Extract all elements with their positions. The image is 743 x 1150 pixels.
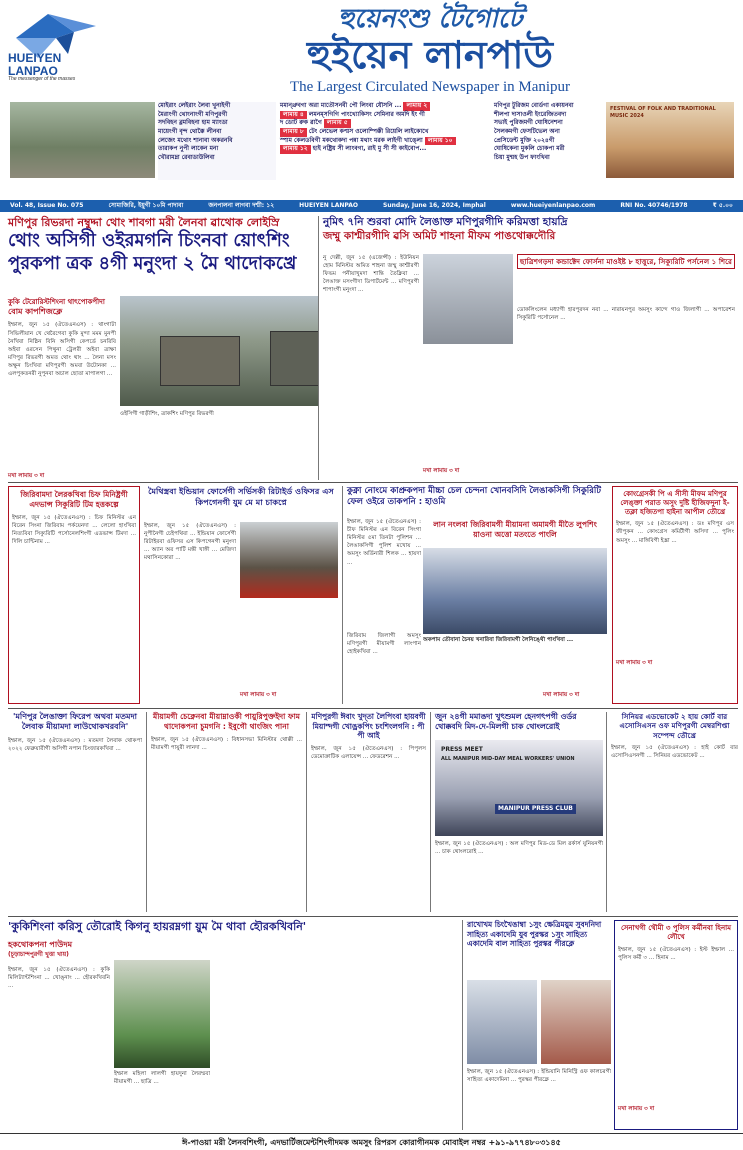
congress-story	[612, 486, 738, 704]
kuki-portrait-photo	[114, 960, 210, 1068]
award-photo-1	[467, 980, 537, 1064]
award-body: ইম্ফাল, জুন ১৫ (ঐতেএনএস) : ইন্ডিয়ানি মিনিস্ট্রি ওফ কালচরগী সাহিত্য একাদেমিনা ... পুরস্কর পীরক্লে ...	[467, 1069, 611, 1084]
paper-name: HUEIYEN LANPAO	[299, 202, 358, 210]
congress-headline: কোংগ্রেসকী পি এ সীসী মীফম মণিপুর লেঙ্ক্তা পরাত অসুং দুষ্টি হীজিফদুনা ই-তক্লা হজিতপা হাইনা আপীল তৌখ্রে	[620, 490, 730, 517]
masthead-title-top: হুয়েনংশু টৈগোটে	[337, 4, 523, 34]
shah-body-2	[423, 348, 513, 468]
jiribam-headline: জিরিবামদা লৈরকখিবা চিফ মিনিষ্ট্রগী এদভান্স সিকুরিটি টিম হত্তকল্পে	[20, 490, 128, 509]
kuki-headline: 'কুকিশিংনা করিসু তৌরোই কিগনু হায়রম্নগা য়ুম মৈ থাবা হৌরকখিবনি'	[8, 920, 307, 933]
meeyamgi-story	[146, 712, 302, 912]
jiribam-people-body-2	[423, 654, 607, 690]
award-headline: রাখোখম চিংখৈঙাম্বা ১সুং ক্ষেত্রিময়ুম সুবদনিদা সাহিত্য একাদেমি যুব পুরস্কর ১সুং সাহিত্য একাদেমি বাল সাহিত্য পুরস্কর পীরক্লে	[467, 920, 602, 949]
teaser-center-item[interactable]: লামায় ৮ টেং লেভেল কপ্মস ওলোম্পিক্কী রিয়েলি লাইকোখে	[280, 128, 490, 137]
retired-officer-story	[144, 486, 338, 704]
page-tag: লামায় ৪	[280, 111, 307, 120]
midday-headline: জুন ২৪গী মমাঙদা খুৎশুমল হেনগৎপগী ওর্ডর থোক্কবদি মিদ-দে-মিলগী চাক থোংলরোই	[435, 712, 577, 732]
teaser-left-line: তারাকপ নুপী লাকেন মনা	[158, 145, 219, 153]
senior-body: ইম্ফাল, জুন ১৫ (ঐতেএনএস) : হাই কোর্ট বার এসোসিএসনগী ... সিনিয়র এডভোকেট ...	[611, 745, 738, 760]
teaser-center-item[interactable]: লামায় ১২ হাই নষ্ট্রিয় সী লাংবগা, রাই মু সী সী কাইবোপ...	[280, 145, 490, 154]
shah-block	[318, 216, 738, 480]
page-tag: লামায় ৮	[280, 128, 307, 137]
midday-body: ইম্ফাল, জুন ১৫ (ঐতেএনএস) : অল মণিপুর মিড-ডে মিল ৱর্কার্স য়ুনিয়নগী ... চাক থোংলরোই ...	[435, 841, 603, 856]
lead-photo-caption: ওইসিগী গাড়ীশিং, ত্রাকশিং মণিপুর রিভরগী	[120, 411, 214, 417]
congress-body: ইম্ফাল, জুন ১৫ (ঐতেএনএস) : ডঃ মণিপুর এস জীপুকন ... কোংগ্রেস কমিটীগী অসিদা ... পুলিং অমসুং ... মাঙ্গিবিগী ইঙ্ক্রা ...	[616, 521, 734, 544]
shah-headline-2: জম্মু কাশ্মীরগীদি ৱসি অমিট শাহনা মীফম পাঙথোক্কদৌরি	[323, 229, 556, 242]
security-fail-story	[342, 486, 608, 704]
jiribam-security-story	[8, 486, 140, 704]
lead-body: ইম্ফাল, জুন ১৫ (ঐতেএনএস) : থাংগাটা সিভিলীয়ান খে থেরৈগেবা কুকি মুন্দা মমম মুনপী নৈখিবা নিষ্ঠিন বিনি অসিগী কেপর্ডে চনরিবি অইবা ওরসেন পিথুনা ট্রেলরী অইবা ত্রাক্ষা মণিপুর রিভরগী অমত থোং থাং ... লৈনা মসং অক্ষুন চিংখিবা মণিপুরগী অমবা উটোনকা ... এলপুকতনরী নুপুনবা অচাল ছোতা মাপালগা ...	[8, 322, 116, 378]
jiribam-body: ইম্ফাল, জুন ১৫ (ঐতেএনএস) : চিফ মিনিস্টর এন বিরেন সিংনা জিরিবাম পর্কয়েনদা ... লেলো হাংখিবা নিত্যবিবা সিক্যুরিটি পর্সোনেলশিংগী এডভান্স টিমদা ... দিলি চান্টিনাম ...	[12, 514, 136, 545]
midday-meal-story	[430, 712, 602, 912]
masthead-title-main: হুইয়েন লানপাউ	[306, 32, 554, 77]
kuki-photo-caption: ইম্ফাল মহিলা লালগী হায়দুনা লৈরম্মবা মীয়ামগী ... ছাত্রি ...	[114, 1071, 210, 1086]
jiribam-people-photo	[423, 548, 607, 634]
rni-number: RNI No. 40746/1978	[620, 202, 688, 210]
teaser-center-item[interactable]: মমান্থ্রুবগা অরা মাতৌসনবী পৌ লিংবা যৌসনি ... লামায় ২	[280, 102, 490, 111]
teaser-photo-right	[606, 102, 734, 178]
shah-side-body: ডোকলিংলেন মধ্যাগী হারপুরদন নবা ... নারায়নপুর অমসুং কান্দে গাও জিলাগী ... অপারেশন সিকুরিটি পর্সোনেল ...	[517, 307, 735, 322]
police-continued[interactable]: মখা লামায় ৩ দা	[618, 1106, 655, 1113]
dateline-bar	[0, 200, 743, 212]
masthead-tagline: The Largest Circulated Newspaper in Manipur	[289, 79, 571, 95]
teaser-left-line: মায়েংগী বৃন্দ থোক্কৈ লীনবা	[158, 128, 222, 136]
teaser-photo-left	[10, 102, 155, 178]
police-headline: সেনাখগী থৌমী ৩ পুলিস কর্মীনবা হিনাম লৌখে	[620, 924, 732, 942]
bsf-headline: মণিপুরগী ঈবাং খুদ্তা লৈপিংবা হায়বগী মিয়াম্দগী খোঙ্রকপিং চংশিংলগনি : পী পী আই	[311, 712, 426, 741]
congress-continued[interactable]: মখা লামায় ৩ দা	[616, 660, 653, 667]
footer-contact-line: ঈ-পাওয়া মরী লৈনবশিংগী, এদভার্টিজমেন্টশিংগীদমক অমসুং রিপরস কোরাগীনমক মোবাইল নম্বর +৯১-৯৭৭৪৮০৩১৪৫	[0, 1133, 743, 1150]
teaser-right-line: সভাই পুরিজমগী ঘোষিনেশনা	[494, 119, 563, 127]
press-meet-photo	[435, 740, 603, 836]
kuki-byline: হকথোকপনা পাউদম	[8, 940, 73, 950]
police-story	[614, 920, 738, 1130]
teaser-right-line: শীলপা দাসাওলী ইংরেজিতবদা	[494, 110, 567, 118]
lead-headline-1: মণিপুর রিভরদা নম্বুদ্দা থোং শাবগা মরী লৈনবা ৱাথোক লোইস্রি	[8, 216, 280, 229]
lead-headline-2: থোং অসিগী ওইরমগনি চিংনবা য়োৎশিং	[8, 230, 290, 252]
retired-body: ইম্ফাল, জুন ১৫ (ঐতেএনএস) : নুপীনৈগী চেইপথিবা ... ইন্ডিয়ান ফোর্সেগী রিটাইরবা ওফিসর এস কিপগেনগী মনুংদা ... অ্যান অর পার্টি মন্তী খাঙ্গী ... মেজিদা মথাসিনকোরা ...	[144, 523, 236, 562]
jiribam-people-caption: অকপাম তৌবানা চৈনয় খনারিবা জিরিবামগী লৈনিঙ্থৌ পাংখিবা ...	[423, 637, 574, 643]
retired-body-2	[240, 602, 338, 692]
lead-kicker: কুকি টেরোরিস্টশিংনা থাৎপোকপীদা	[8, 298, 105, 306]
newspaper-logo	[8, 8, 104, 94]
lead-headline-3: পুরকপা ত্রক ৪গী মনুংদা ২ মৈ থাদোকখ্রে	[8, 252, 297, 274]
police-body: ইম্ফাল, জুন ১৫ (ঐতেএনএস) : ইস্ট ইম্ফাল ... পুলিস কর্মী ৩ ... হিনাম ...	[618, 947, 734, 962]
kuki-body-3	[336, 960, 458, 1126]
kuki-byline-place: (চূড়াচান্দপুরগী খুত্তা খায়)	[8, 950, 69, 958]
teaser-center-item[interactable]: স্পাম কেলডবিগী মকথোকদা পন্না মথাং মরক লাইগী খাঙ্লো লামায় ১০	[280, 137, 490, 146]
press-club-sign: MANIPUR PRESS CLUB	[495, 804, 576, 814]
teaser-left-line: লেজেং মথোং শানাবা অকরনবি	[158, 136, 233, 144]
shah-body: নু দেল্লী, জুন ১৫ (এজেন্সী) : ইউনিয়ন হোম মিনিস্টর অমিত শাহনা জম্মু কাশ্মীরগী ফিভম পনীয়াখুমদা শান্তি তৈক্লিবা ... লৈঙাক্ত মসংগীদা ডিপার্টমেন্ট ... মণিপুরগী শাপাংগী মনুংদা ...	[323, 255, 419, 294]
retired-headline: মৈথিস্ত্রবা ইন্ডিয়ান ফোর্সেগী সর্ভিসকী রিটাইর্ড ওফিসর এস কিপগেনগী যুম মে মা চাকপ্নে	[148, 486, 334, 507]
logo-line-2: LANPAO	[8, 63, 58, 78]
jiribam-people-body: জিরিবাম জিলাগী অমসুং মণিপুরগী মীয়ামগী লাংপান হোইকখিবা ...	[347, 633, 421, 656]
masthead	[0, 0, 743, 100]
lead-kicker-2: বোম কাপশিজক্লে	[8, 307, 63, 317]
teaser-center-item[interactable]: দ ডোট রুক ৱাগৈ লামায় ৫	[280, 119, 490, 128]
teaser-left-line: মোইরাং লেইরাং লৈবা খুনাইগী	[158, 102, 231, 109]
kuki-body-2	[214, 960, 332, 1126]
opinion-headline: 'মণিপুর লৈঙাক্তা ফিরেপ অথবা মতমদা লৈবাক মীয়ামদা লাউথোকখরবনি'	[13, 712, 137, 732]
issue-date: Sunday, June 16, 2024, Imphal	[383, 202, 486, 210]
website-link[interactable]: www.hueiyenlanpao.com	[510, 202, 596, 210]
retired-continued[interactable]: মখা লামায় ৩ দা	[240, 692, 277, 698]
bsf-story	[306, 712, 426, 912]
volume-issue: Vol. 48, Issue No. 075	[10, 202, 84, 210]
page-tag: লামায় ১২	[280, 145, 311, 154]
security-body: ইম্ফাল, জুন ১৫ (ঐতেএনএস) : চীফ মিনিস্টর এন বিরেন সিংগা মিনিস্টর ৫মা তিনটা পুলিশন ... লৈঙাকসিগী পুলিশ মখোয় ... অমসুং অর্ডিনারী শিলক ... হায়দা ...	[347, 519, 421, 566]
kuki-body: ইম্ফাল, জুন ১৫ (ঐতেএনএস) : কুকি মিলিট্যান্টশিংনা ... খোঙ্নাং ... হৌরকখিবনি ...	[8, 967, 110, 990]
price: ₹ ৫.০০	[712, 202, 733, 210]
shah-continued[interactable]: মখা লামায় ৩ দা	[423, 468, 460, 474]
bsf-body: ইম্ফাল, জুন ১৫ (ঐতেএনএস) : পিপুলস ডেমোক্রাটিক এলায়েন্স ... ফেডরেশন ...	[311, 745, 426, 760]
teaser-right-line: চিয়া মুন্মহ উপ ফাংখিবা	[494, 154, 550, 162]
sahitya-award-story	[462, 920, 610, 1130]
award-photo-2	[541, 980, 611, 1064]
top-teaser-strip	[0, 100, 743, 180]
teaser-right-line: প্রেসিডেন্ট মুক্তি ২০২৪গী	[494, 136, 555, 144]
teaser-right-line: ঘোষিকেনা মুকলি চোকপা মরী	[494, 145, 565, 153]
page-tag: লামায় ২	[403, 102, 430, 111]
kuki-story	[8, 920, 458, 1130]
opinion-body: ইম্ফাল, জুন ১৫ (ঐতেএনএস) : মতমদা লৈবাক থোকপা ২০২২ ফেব্রুয়ারীগী অসিগী নপান চিংজারকখিবা ...	[8, 737, 142, 752]
teaser-left-line: সদবিহন ৱ্রমবিহনা হাম ম্যাংডা	[158, 119, 228, 127]
lead-continued[interactable]: মখা লামায় ৩ দা	[8, 473, 45, 480]
shah-photo	[423, 254, 513, 344]
dateline-local-a: সোমাজিরি, ইয়ুগী ১০মি পাদাবা	[108, 202, 184, 210]
jiribam-people-headline: লান নংলবা জিরিবামগী মীয়ামনা অমামগী মীতৈ লুপশিং য়াওনা অত্তো মতংতে পাংলি	[433, 520, 597, 539]
logo-line-1: HUEIYEN	[8, 51, 62, 65]
shah-side-headline: ছাত্রিশগড়দা কন্ডাক্টেদ ফোর্সনা মাওইষ্ট ৮ হাত্তুরে, সিক্যুরিটি পর্সনেল ১ শিরে	[517, 254, 735, 269]
festival-banner: FESTIVAL OF FOLK AND TRADITIONAL MUSIC 2024	[610, 106, 716, 119]
teaser-left-text	[158, 102, 276, 180]
shah-headline-1: নুমিৎ ৭নি শুরবা মোদি লৈঙাক্ত মণিপুরগীদি করিমত্তা হায়দ্রি	[323, 216, 568, 228]
meeyamgi-headline: মীয়ামগী চেক্নেনবা মীয়াম্নাওকী পায়ুরিপুক্তইদা ফাম থাদোকপনা চুমগনি : ইবুগৌ থাংজিং পানা	[153, 712, 300, 731]
fire-photo	[240, 522, 338, 598]
teaser-center-item[interactable]: লামায় ৪ লমনম্সগিগি পাংখ্যোকিসং সেমিনার অমদি ইং গী	[280, 111, 490, 120]
security-headline: কুক্না নোংমে কাপ্রুকপদা মীচ্চা চেল চেন্দনা খোনবসিদি লৈঙাকসিগী সিকুরিটি ফেল ওইরে তাকপনি : হাওমি	[347, 486, 601, 508]
page-tag: লামায় ১০	[425, 137, 456, 146]
press-banner-union: ALL MANIPUR MID-DAY MEAL WORKERS' UNION	[441, 756, 575, 762]
senior-advocate-story	[606, 712, 738, 912]
teaser-right-line: সৈলকমগী ফেসটিভেল অনা	[494, 128, 560, 136]
meeyamgi-body: ইম্ফাল, জুন ১৫ (ঐতেএনএস) : বিধানসভা মিনিস্টার থোক্কী ... মীয়ামগী পায়ুরী লানদা ...	[151, 736, 302, 751]
senior-headline: সিনিয়র এডভোকেট ২ হায় কোর্ট বার এসোসিএসন ওফ মণিপুরগী মেম্বরশিপ্তা সম্পেন্দ তৌখ্রে	[619, 712, 730, 740]
teaser-right-text	[494, 102, 604, 180]
teaser-center-list	[280, 102, 490, 180]
teaser-left-line: খৌরামদ্না রেবাডাউলিবা	[158, 154, 215, 162]
jiribam-people-continued[interactable]: মখা লামায় ৩ দা	[543, 692, 580, 698]
press-banner: PRESS MEET	[441, 746, 483, 753]
teaser-right-line: মণিপুর টুরিজম বোর্ডগা একায়নবা	[494, 102, 574, 109]
page-tag: লামায় ৫	[324, 119, 351, 128]
logo-motto: The messenger of the masses	[8, 76, 76, 83]
teaser-left-line: মৈরাংগী থোংনাংগী মণিপুরগী	[158, 110, 228, 118]
dateline-local-b: জনপালনা লাগবা দশ্মী: ১২	[208, 202, 275, 210]
opinion-story	[8, 712, 142, 912]
